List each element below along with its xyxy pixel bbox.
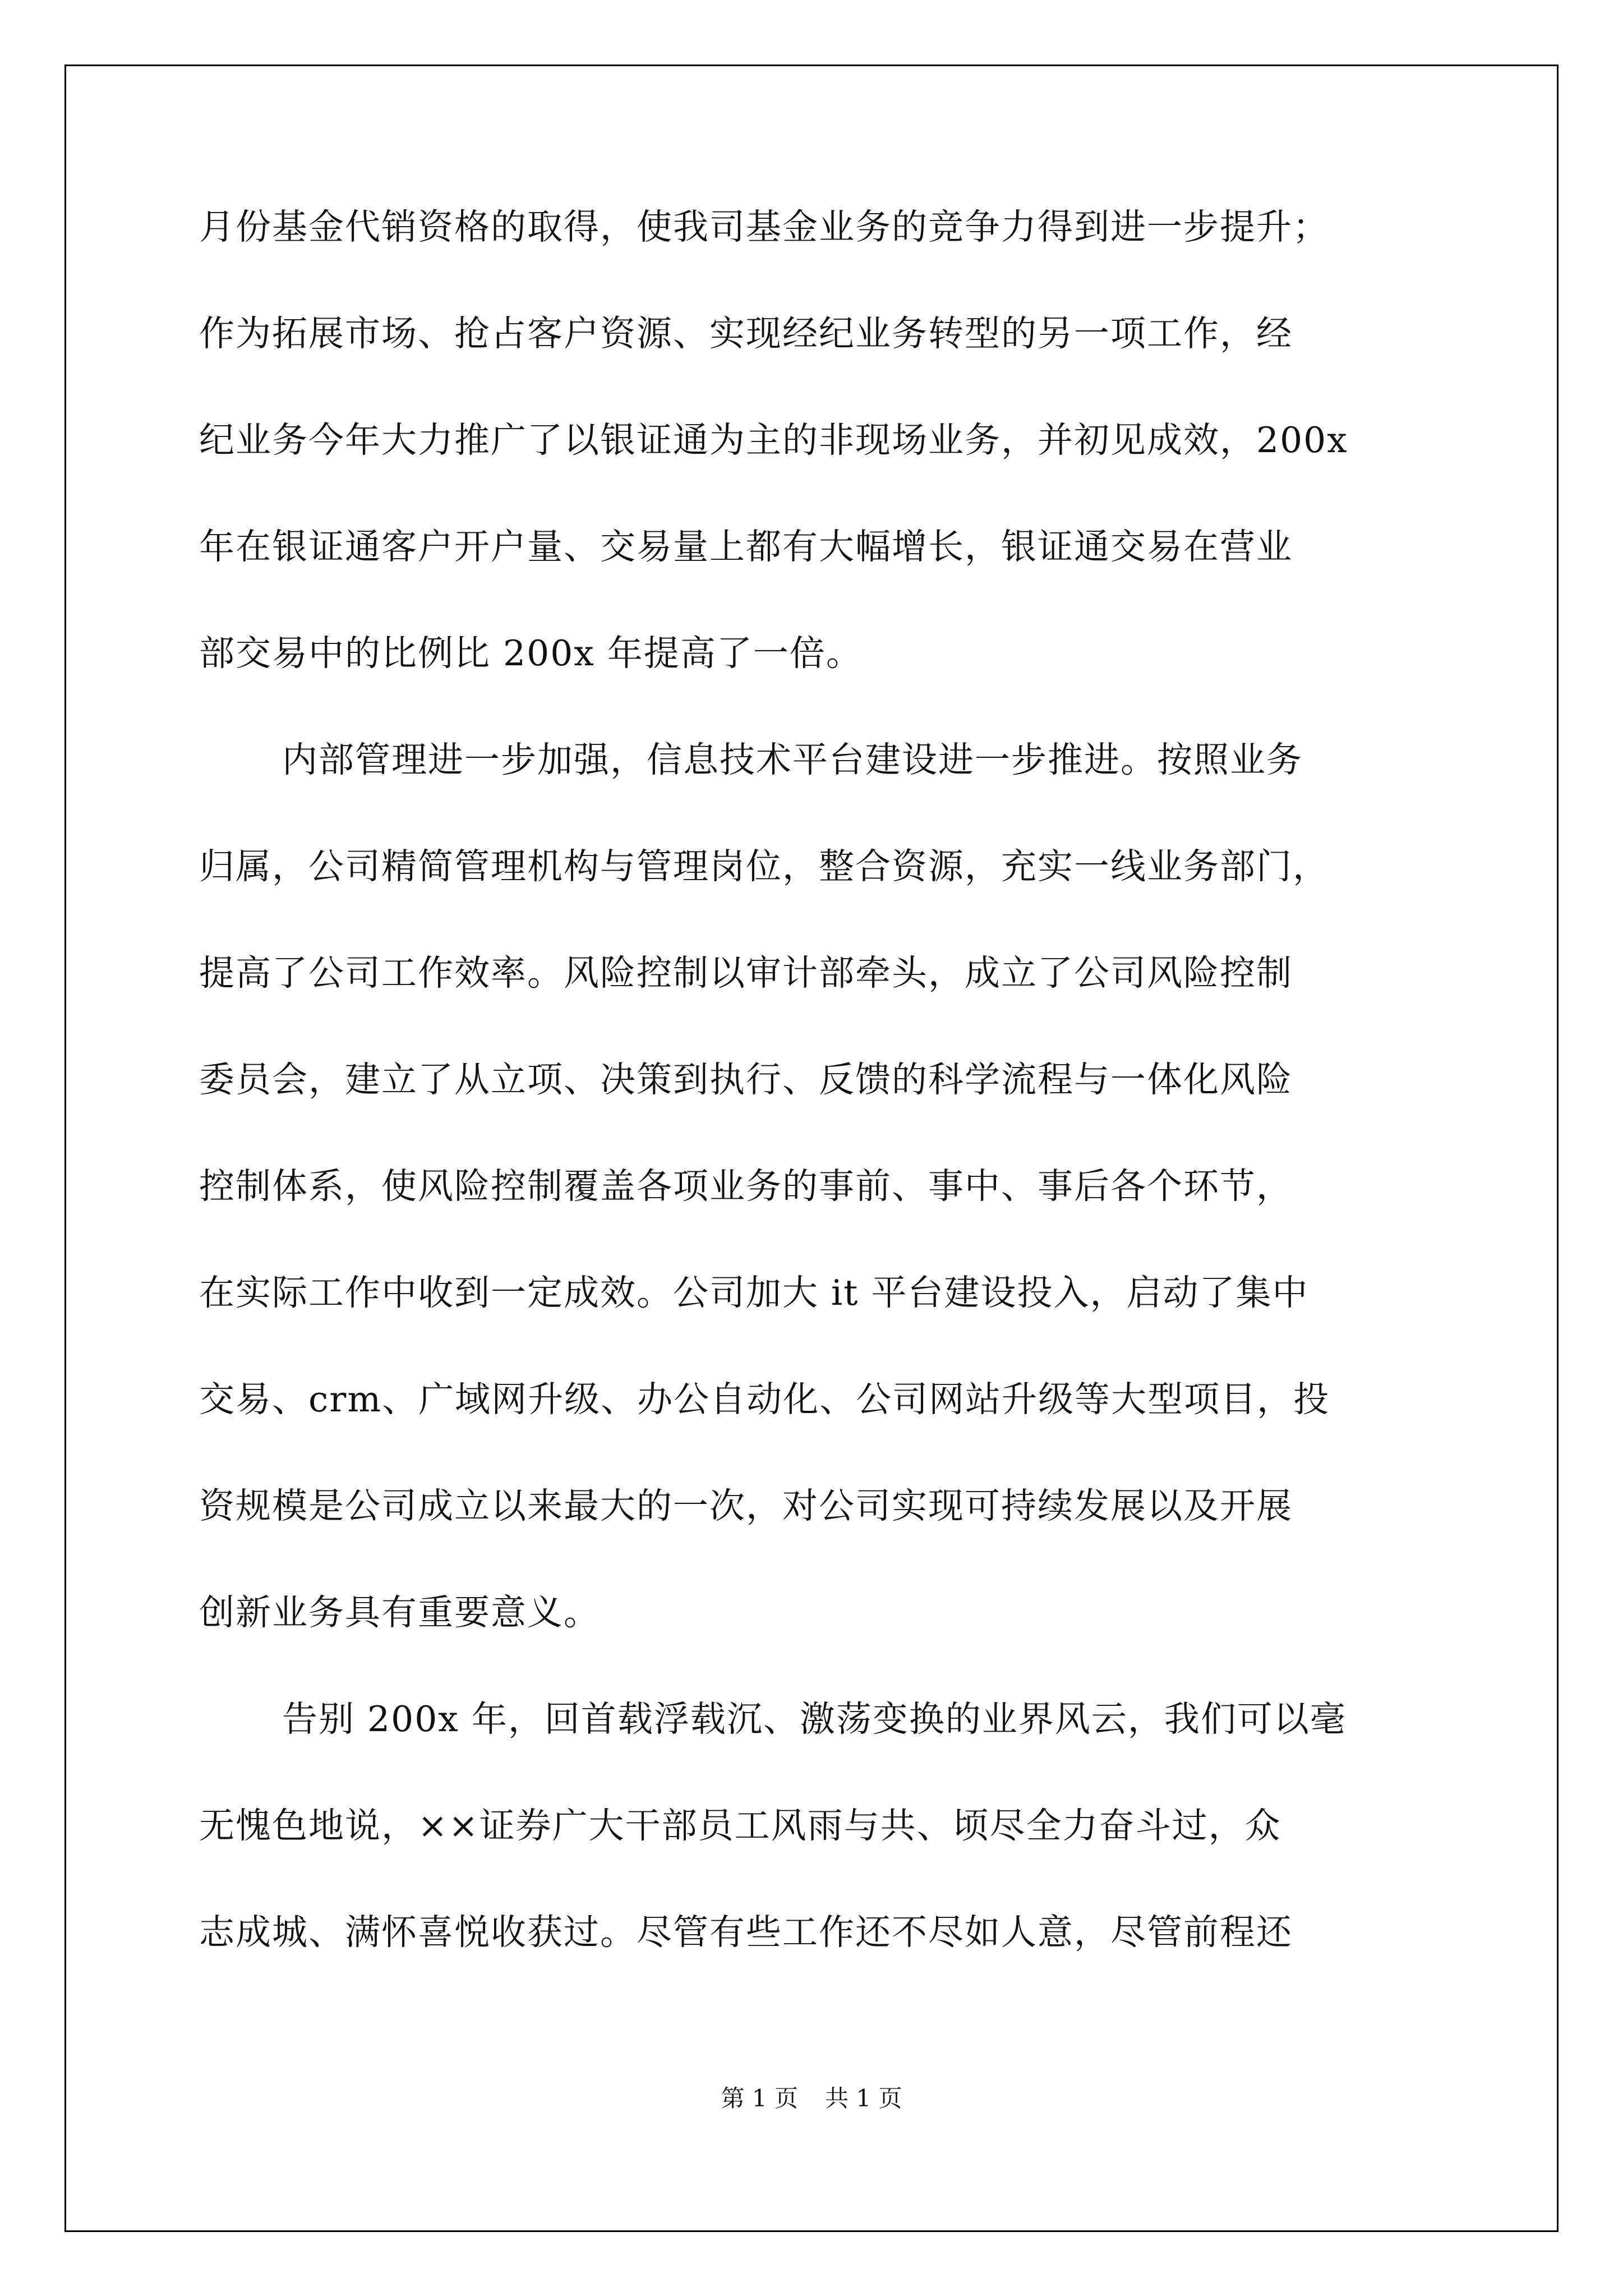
text-line: 提高了公司工作效率。风险控制以审计部牵头，成立了公司风险控制 [199, 953, 1293, 993]
text-line: 志成城、满怀喜悦收获过。尽管有些工作还不尽如人意，尽管前程还 [199, 1912, 1293, 1953]
paragraph-start-line: 告别 200x 年，回首载浮载沉、激荡变换的业界风云，我们可以毫 [282, 1699, 1347, 1740]
text-line: 部交易中的比例比 200x 年提高了一倍。 [199, 633, 863, 674]
text-line: 归属，公司精简管理机构与管理岗位，整合资源，充实一线业务部门， [199, 846, 1329, 887]
text-line: 控制体系，使风险控制覆盖各项业务的事前、事中、事后各个环节， [199, 1166, 1293, 1207]
text-line: 月份基金代销资格的取得，使我司基金业务的竞争力得到进一步提升； [199, 206, 1329, 247]
document-body [199, 174, 1430, 1986]
page-total: 共 1 页 [825, 2085, 902, 2112]
paragraph-start-line: 内部管理进一步加强，信息技术平台建设进一步推进。按照业务 [282, 739, 1303, 780]
text-line: 纪业务今年大力推广了以银证通为主的非现场业务，并初见成效，200x [199, 420, 1348, 461]
text-line: 作为拓展市场、抢占客户资源、实现经纪业务转型的另一项工作，经 [199, 313, 1293, 354]
text-line: 无愧色地说，××证券广大干部员工风雨与共、顷尽全力奋斗过，众 [199, 1805, 1281, 1846]
text-line: 交易、crm、广域网升级、办公自动化、公司网站升级等大型项目，投 [199, 1379, 1330, 1420]
page-number: 第 1 页 [721, 2085, 798, 2112]
text-line: 年在银证通客户开户量、交易量上都有大幅增长，银证通交易在营业 [199, 526, 1293, 567]
page-footer [0, 2080, 1623, 2114]
text-line: 创新业务具有重要意义。 [199, 1592, 600, 1633]
text-line: 资规模是公司成立以来最大的一次，对公司实现可持续发展以及开展 [199, 1485, 1293, 1526]
text-line: 委员会，建立了从立项、决策到执行、反馈的科学流程与一体化风险 [199, 1059, 1293, 1100]
text-line: 在实际工作中收到一定成效。公司加大 it 平台建设投入，启动了集中 [199, 1272, 1309, 1313]
